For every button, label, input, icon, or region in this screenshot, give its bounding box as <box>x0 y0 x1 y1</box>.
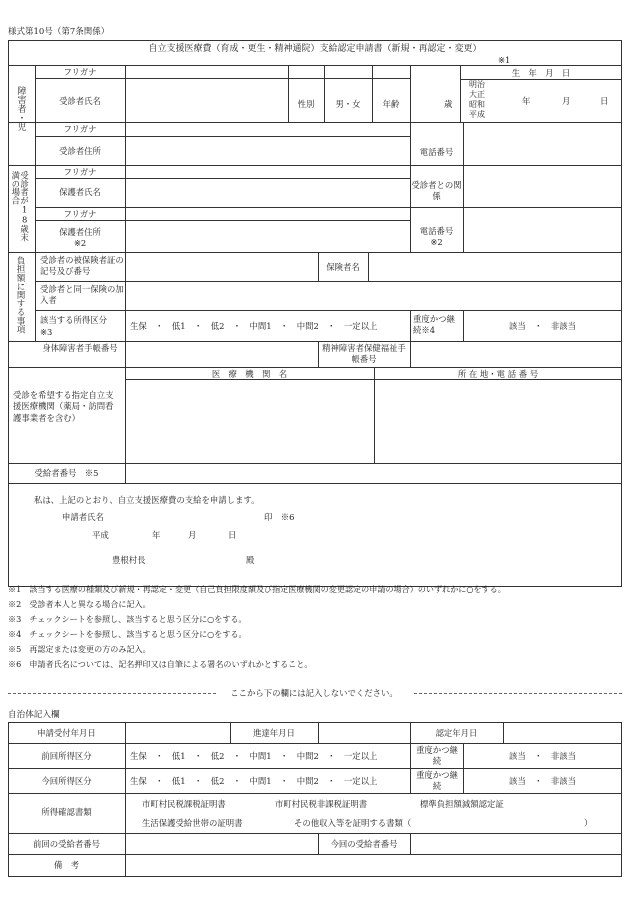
form-title: 自立支援医療費（育成・更生・精神通院）支給認定申請書（新規・再認定・変更） <box>148 44 482 54</box>
patient-name-label: 受診者氏名 <box>59 96 101 106</box>
doc-welfare-cert[interactable]: 生活保護受給世帯の証明書 <box>142 818 243 828</box>
birth-year-label: 年 <box>522 96 531 106</box>
patient-side-label: 障害者・児 <box>15 86 26 131</box>
mental-handbook-label: 精神障害者保健福祉手帳番号 <box>322 343 406 365</box>
date-era: 平成 <box>92 530 109 540</box>
income-docs-label: 所得確認書類 <box>41 807 92 817</box>
mayor-honorific: 殿 <box>246 555 255 565</box>
birth-month-label: 月 <box>562 96 571 106</box>
sex-label: 性別 <box>297 99 315 109</box>
guardian-name-label: 保護者氏名 <box>59 187 101 197</box>
date-month: 月 <box>188 530 197 540</box>
received-date-label: 申請受付年月日 <box>37 728 96 738</box>
patient-address-label: 受診者住所 <box>59 146 101 156</box>
income-category-options[interactable]: 生保 ・ 低1 ・ 低2 ・ 中間1 ・ 中間2 ・ 一定以上 <box>130 321 378 331</box>
date-year: 年 <box>152 530 161 540</box>
age-unit: 歳 <box>444 99 453 109</box>
sex-options[interactable]: 男・女 <box>335 99 361 109</box>
prev-recipient-no-label: 前回の受給者番号 <box>33 839 100 849</box>
prev-income-options[interactable]: 生保 ・ 低1 ・ 低2 ・ 中間1 ・ 中間2 ・ 一定以上 <box>130 751 378 761</box>
institution-address-header: 所 在 地・電 話 番 号 <box>457 369 539 379</box>
doc-reduction-cert[interactable]: 標準負担額減額認定証 <box>420 799 504 809</box>
guardian-side-label: 受診者が18歳未満の場合 <box>10 171 30 242</box>
insured-cert-label: 受診者の被保険者証の記号及び番号 <box>40 255 124 277</box>
institution-label: 受診を希望する指定自立支援医療機関（薬局・訪問看護事業者を含む） <box>13 390 114 423</box>
note-item: ※6 申請者氏名については、記名押印又は自筆による署名のいずれかとすること。 <box>8 659 313 669</box>
heavy-continuing-label: 重度かつ継続※4 <box>413 314 455 336</box>
forwarded-date-label: 進達年月日 <box>253 728 295 738</box>
income-category-label: 該当する所得区分 <box>40 315 107 325</box>
doc-taxation-cert[interactable]: 市町村民税課税証明書 <box>142 799 226 809</box>
divider-line-left <box>8 693 216 694</box>
burden-side-label: 負担額に関する事項 <box>15 256 26 334</box>
guardian-phone-label: 電話番号 <box>419 226 454 236</box>
doc-other-close-paren: ） <box>584 818 593 828</box>
patient-furigana2-label: フリガナ <box>63 124 97 134</box>
guardian-address-note: ※2 <box>73 238 87 248</box>
income-category-note: ※3 <box>40 327 53 337</box>
remarks-label: 備 考 <box>53 860 80 870</box>
curr-heavy-label: 重度かつ継続 <box>416 770 458 792</box>
prev-heavy-label: 重度かつ継続 <box>416 745 458 767</box>
doc-other-income-cert[interactable]: その他収入等を証明する書類（ <box>294 818 412 828</box>
date-day: 日 <box>228 530 237 540</box>
guardian-address-label: 保護者住所 <box>59 227 101 237</box>
prev-heavy-options[interactable]: 該当 ・ 非該当 <box>509 751 576 761</box>
curr-income-options[interactable]: 生保 ・ 低1 ・ 低2 ・ 中間1 ・ 中間2 ・ 一定以上 <box>130 776 378 786</box>
relation-label: 受診者との関係 <box>411 180 462 202</box>
curr-income-label: 今回所得区分 <box>41 776 92 786</box>
doc-nontaxation-cert[interactable]: 市町村民税非課税証明書 <box>275 799 368 809</box>
age-label: 年齢 <box>382 99 400 109</box>
note-item: ※3 チェックシートを参照し、該当すると思う区分に○をする。 <box>8 614 247 624</box>
note-item: ※1 該当する医療の種類及び新規・再認定・変更（自己負担限度額及び指定医療機関の変更認定の申請の場合）のいずれかに○をする。 <box>8 584 506 594</box>
office-section-title: 自治体記入欄 <box>8 710 60 720</box>
guardian-furigana2-label: フリガナ <box>63 209 97 219</box>
recipient-number-label: 受給者番号 ※5 <box>34 468 99 478</box>
approved-date-label: 認定年月日 <box>435 728 478 738</box>
same-insurance-label: 受診者と同一保険の加入者 <box>40 284 124 306</box>
birth-date-header: 生 年 月 日 <box>511 68 571 78</box>
patient-furigana-label: フリガナ <box>63 67 97 77</box>
applicant-name-label: 申請者氏名 <box>62 512 104 522</box>
birth-era-options[interactable]: 明治 大正 昭和 平成 <box>469 80 485 119</box>
institution-name-header: 医 療 機 関 名 <box>211 369 288 379</box>
declaration-statement: 私は、上記のとおり、自立支援医療費の支給を申請します。 <box>34 495 260 505</box>
curr-heavy-options[interactable]: 該当 ・ 非該当 <box>509 776 576 786</box>
prev-income-label: 前回所得区分 <box>41 751 92 761</box>
guardian-phone-note: ※2 <box>430 237 443 247</box>
divider-line-right <box>414 693 622 694</box>
note-mark-1: ※1 <box>498 55 511 65</box>
patient-phone-label: 電話番号 <box>419 147 454 157</box>
note-item: ※5 再認定または変更の方のみ記入。 <box>8 644 151 654</box>
guardian-furigana-label: フリガナ <box>63 167 97 177</box>
seal-mark: 印 ※6 <box>264 512 295 522</box>
birth-day-label: 日 <box>600 96 609 106</box>
heavy-continuing-options[interactable]: 該当 ・ 非該当 <box>509 321 576 331</box>
curr-recipient-no-label: 今回の受給者番号 <box>330 839 398 849</box>
divider-text: ここから下の欄には記入しないでください。 <box>230 688 398 698</box>
physical-handbook-label: 身体障害者手帳番号 <box>42 343 118 353</box>
note-item: ※2 受診者本人と異なる場合に記入。 <box>8 599 151 609</box>
form-number: 様式第10号（第7条関係） <box>8 27 110 37</box>
mayor-label: 豊根村長 <box>112 555 146 565</box>
insurer-label: 保険者名 <box>326 262 360 272</box>
note-item: ※4 チェックシートを参照し、該当すると思う区分に○をする。 <box>8 629 247 639</box>
